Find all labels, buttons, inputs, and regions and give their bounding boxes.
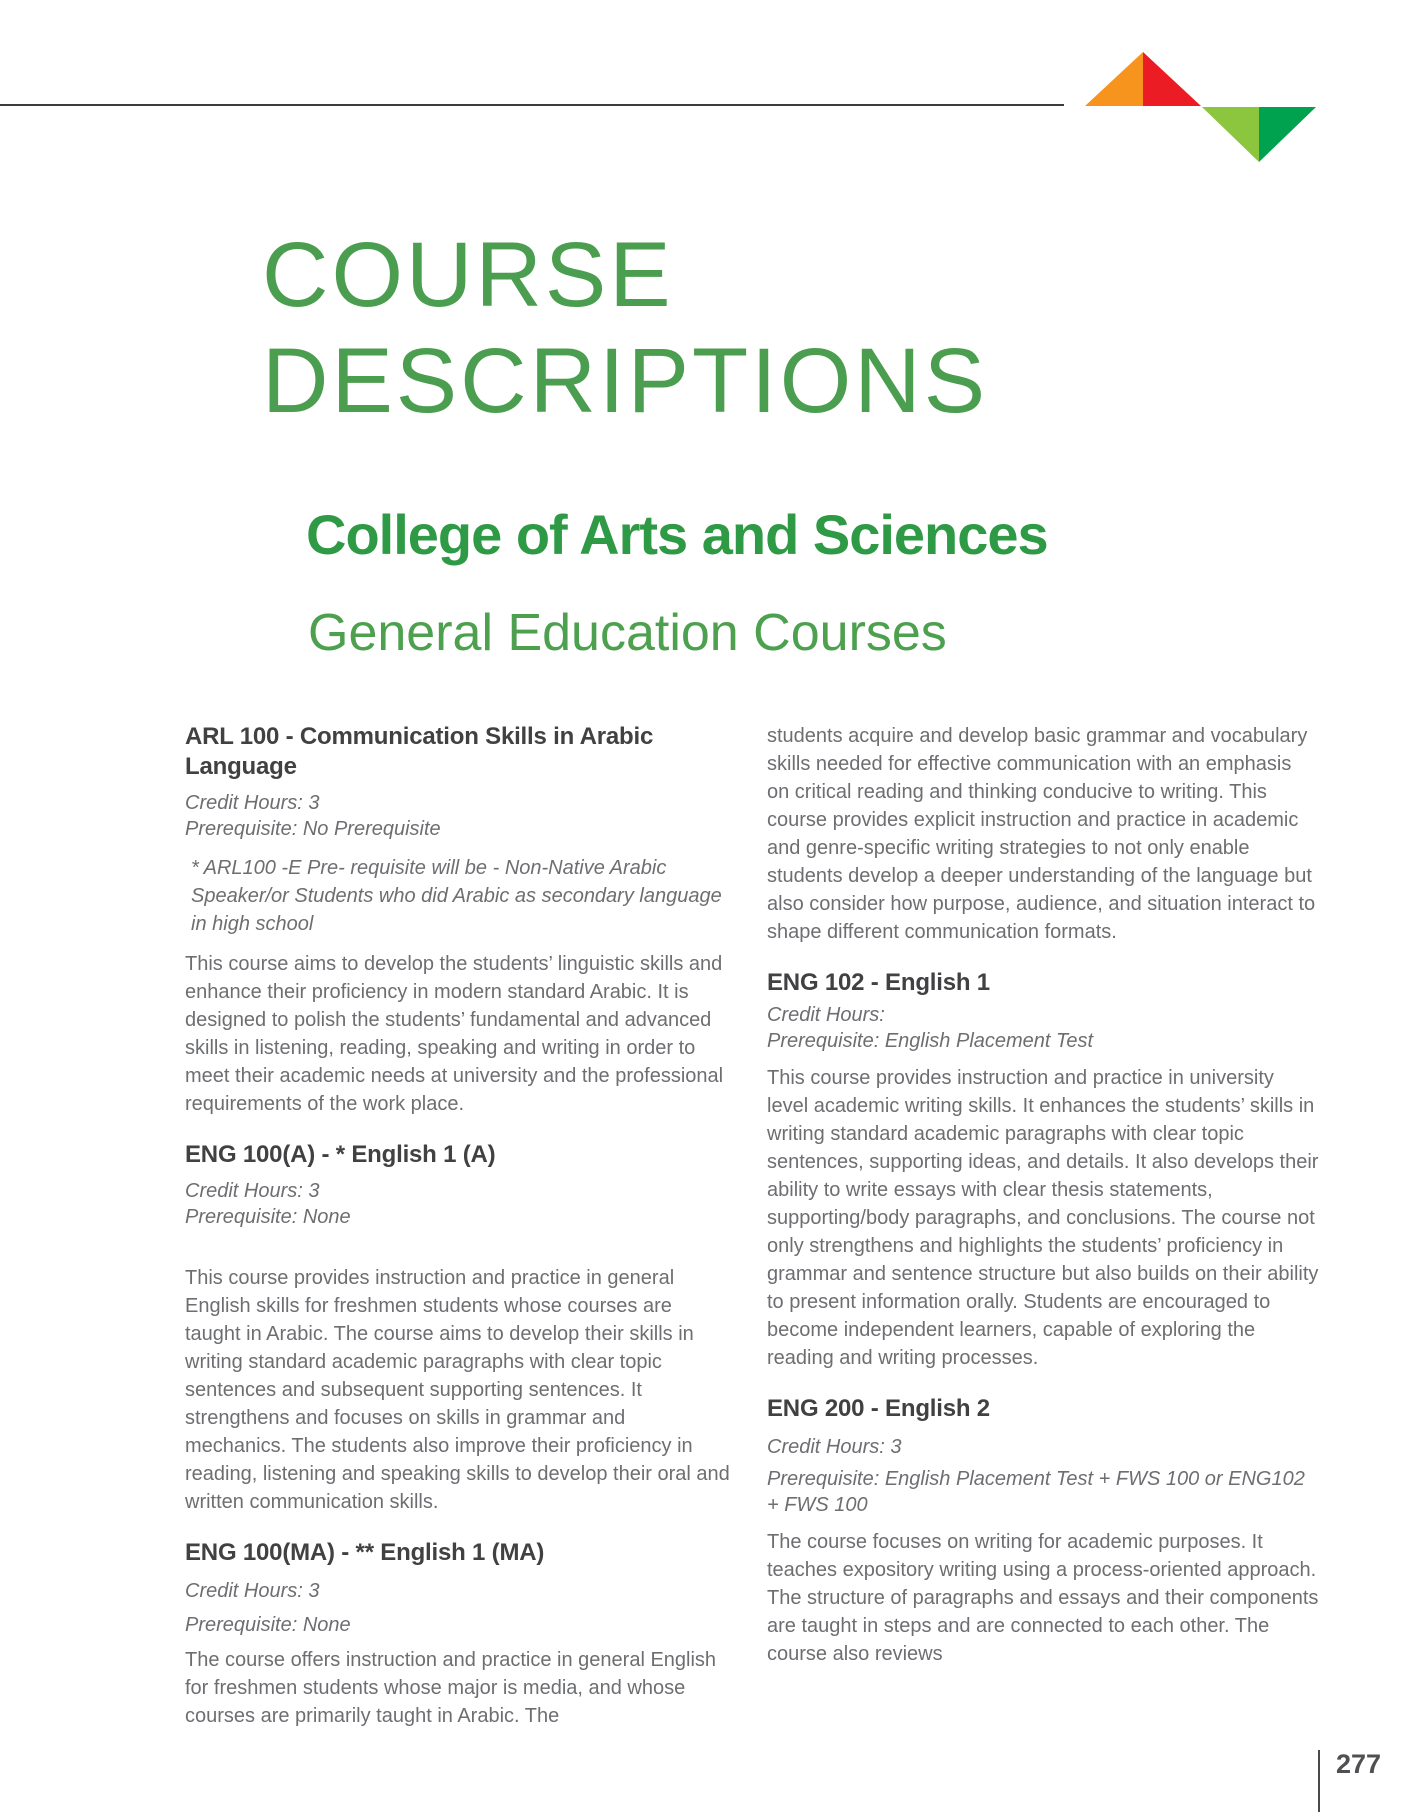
logo-triangle-red — [1143, 52, 1201, 106]
course-title-eng100a: ENG 100(A) - * English 1 (A) — [185, 1141, 496, 1168]
course-prereq-eng100a: Prerequisite: None — [185, 1206, 351, 1228]
course-credit-arl100: Credit Hours: 3 — [185, 792, 320, 814]
course-description-eng100a: This course provides instruction and practice in general English skills for freshmen students whose courses are taught in Arabic. The course aims to develop their skills in writing standard academic paragraphs with clear topic sentences and subsequent supporting sentences. It strengthens and focuses on skills in grammar and mechanics. The students also improve their proficiency in reading, listening and speaking skills to develop their oral and written communication skills. — [185, 1267, 730, 1513]
course-title-eng102: ENG 102 - English 1 — [767, 969, 990, 996]
course-description-eng200: The course focuses on writing for academic purposes. It teaches expository writing using a process-oriented approach. The structure of paragraphs and essays and their components are taught in steps and are connected to each other. The course also reviews — [767, 1531, 1319, 1665]
course-description-eng102: This course provides instruction and practice in university level academic writing skills. It enhances the students’ skills in writing standard academic paragraphs with clear topic sentences, supporting ideas, and details. It also develops their ability to write essays with clear thesis statements, supporting/body paragraphs, and conclusions. The course not only strengthens and highlights the students’ proficiency in grammar and sentence structure but also builds on their ability to present information orally. Students are encouraged to become independent learners, capable of exploring the reading and writing processes. — [767, 1067, 1319, 1369]
course-prereq-arl100: Prerequisite: No Prerequisite — [185, 818, 441, 840]
course-title-eng200: ENG 200 - English 2 — [767, 1395, 990, 1422]
college-heading: College of Arts and Sciences — [306, 503, 1048, 566]
course-description-arl100: This course aims to develop the students’ linguistic skills and enhance their proficiency in modern standard Arabic. It is designed to polish the students’ fundamental and advanced skills in listening, reading, speaking and writing in order to meet their academic needs at university and the professional requirements of the work place. — [185, 953, 724, 1115]
course-prereq-eng200: Prerequisite: English Placement Test + FWS 100 or ENG102 + FWS 100 — [767, 1468, 1305, 1516]
university-logo — [1080, 45, 1320, 165]
course-prereq-eng102: Prerequisite: English Placement Test — [767, 1030, 1094, 1052]
course-title-arl100: ARL 100 - Communication Skills in Arabic Language — [185, 723, 654, 780]
page-title — [262, 222, 988, 434]
section-heading: General Education Courses — [308, 604, 947, 662]
page-title-line1: COURSE — [262, 224, 674, 326]
course-credit-eng102: Credit Hours: — [767, 1004, 885, 1026]
course-description-eng100ma: The course offers instruction and practice in general English for freshmen students whose major is media, and whose courses are primarily taught in Arabic. The — [185, 1649, 717, 1727]
course-note-arl100: * ARL100 -E Pre- requisite will be - Non-Native Arabic Speaker/or Students who did Arabic as secondary language in high school — [191, 857, 722, 935]
course-credit-eng100a: Credit Hours: 3 — [185, 1180, 320, 1202]
logo-triangle-light-green — [1202, 107, 1259, 162]
course-credit-eng100ma: Credit Hours: 3 — [185, 1580, 320, 1602]
course-credit-eng200: Credit Hours: 3 — [767, 1436, 902, 1458]
logo-triangle-dark-green — [1259, 107, 1316, 162]
header-rule — [0, 104, 1064, 106]
page-title-line2: DESCRIPTIONS — [262, 330, 989, 432]
course-title-eng100ma: ENG 100(MA) - ** English 1 (MA) — [185, 1539, 545, 1566]
footer-rule — [1318, 1750, 1320, 1812]
logo-triangle-orange — [1085, 52, 1143, 106]
course-prereq-eng100ma: Prerequisite: None — [185, 1614, 351, 1636]
course-description-continuation: students acquire and develop basic grammar and vocabulary skills needed for effective communication with an emphasis on critical reading and thinking conducive to writing. This course provides explicit instruction and practice in academic and genre-specific writing strategies to not only enable students develop a deeper understanding of the language but also consider how purpose, audience, and situation interact to shape different communication formats. — [767, 725, 1316, 943]
page-number: 277 — [1336, 1749, 1382, 1779]
right-column — [767, 722, 1319, 1668]
left-column — [185, 722, 730, 1730]
